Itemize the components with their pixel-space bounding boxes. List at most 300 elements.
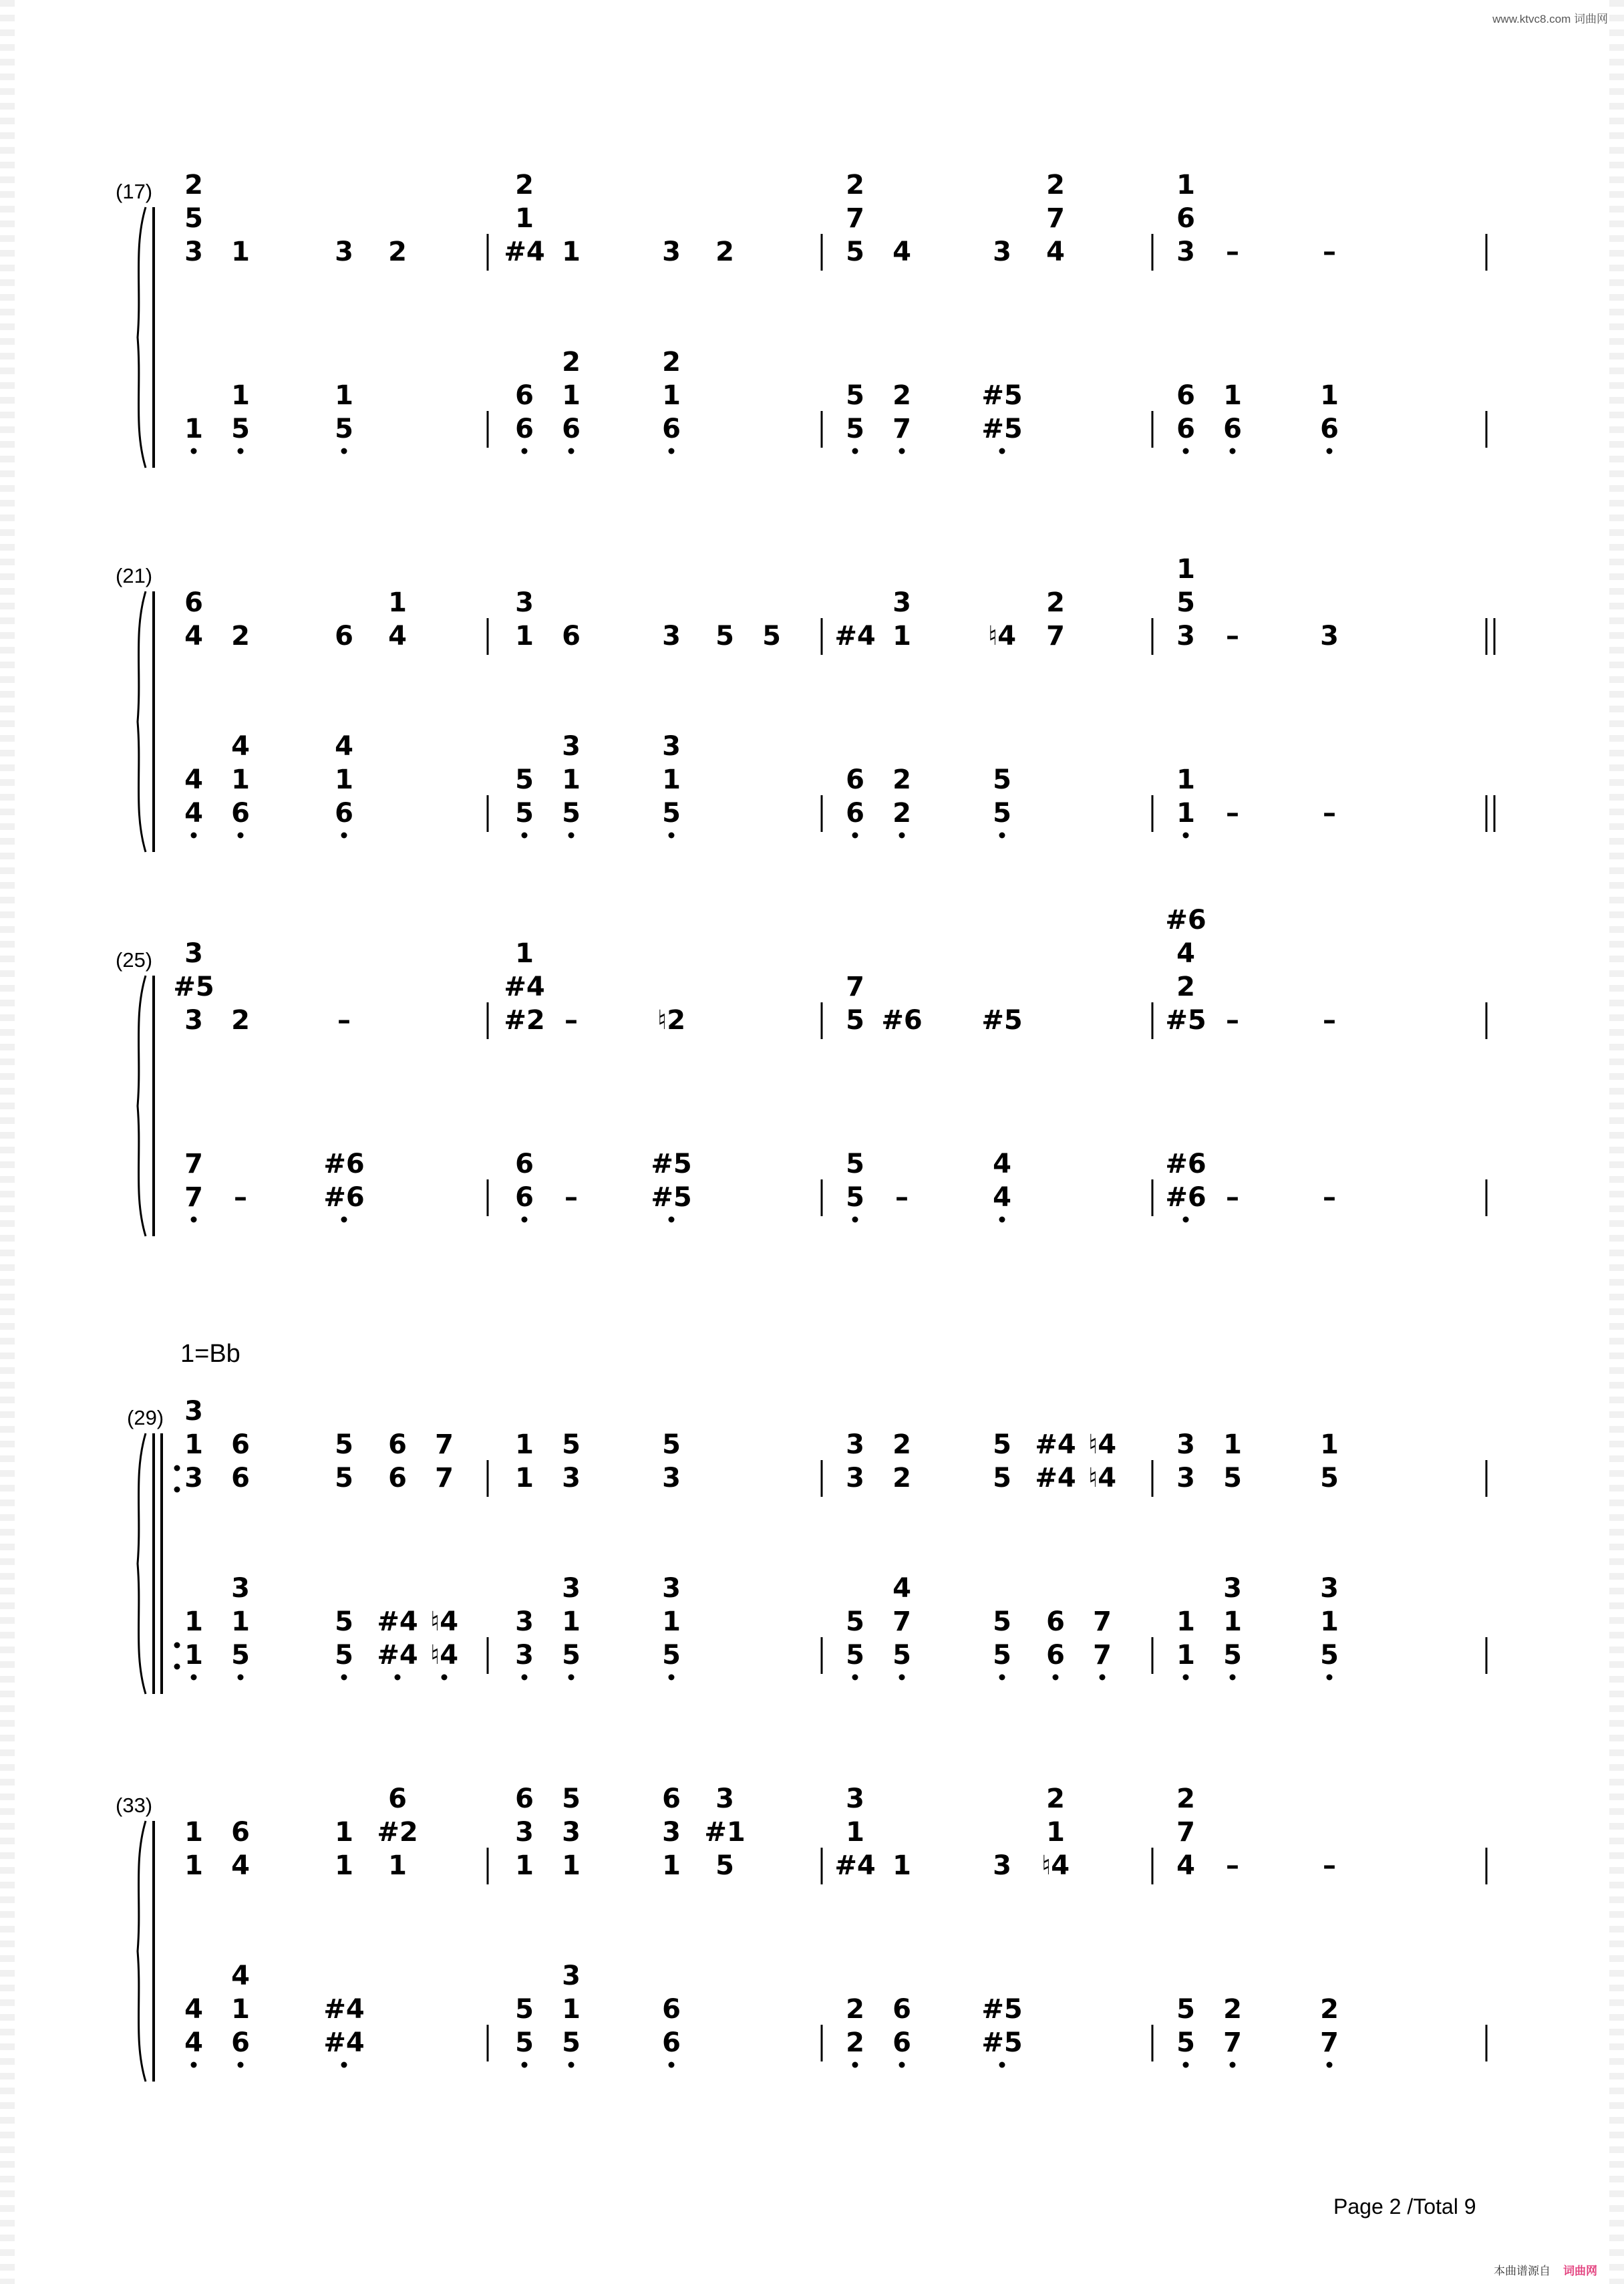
left-hand-note: 3 — [515, 1640, 534, 1671]
left-hand-note: – — [564, 1182, 578, 1213]
grand-staff-brace — [138, 1433, 146, 1694]
right-hand-note: 1 — [562, 237, 581, 267]
left-hand-note: 5 — [993, 764, 1011, 795]
octave-dot — [174, 1664, 180, 1670]
left-hand-note: 5 — [846, 1606, 864, 1637]
right-hand-note: 6 — [231, 1463, 250, 1493]
octave-dot — [569, 1675, 575, 1681]
right-hand-note: 3 — [715, 1783, 734, 1814]
right-hand-note: – — [1323, 1005, 1336, 1036]
left-hand-note: 5 — [662, 1640, 681, 1671]
left-hand-note: – — [895, 1182, 909, 1213]
octave-dot — [569, 833, 575, 839]
octave-dot — [191, 2062, 197, 2068]
left-hand-note: 2 — [562, 347, 581, 378]
right-hand-note: #4 — [1035, 1429, 1076, 1460]
right-hand-note: – — [564, 1005, 578, 1036]
left-hand-note: 5 — [1320, 1640, 1339, 1671]
left-hand-note: 1 — [662, 1606, 681, 1637]
right-hand-note: – — [1323, 1850, 1336, 1881]
right-hand-note: 1 — [892, 621, 911, 652]
left-hand-note: 1 — [662, 380, 681, 411]
left-hand-note: 6 — [662, 2027, 681, 2058]
right-hand-note: 6 — [515, 1783, 534, 1814]
left-hand-note: 2 — [846, 1994, 864, 2025]
left-hand-note: 3 — [562, 1961, 581, 1991]
grand-staff-brace — [138, 1821, 146, 2082]
right-hand-note: 6 — [335, 621, 353, 652]
right-hand-note: 6 — [1176, 203, 1195, 234]
right-hand-note: 3 — [993, 1850, 1011, 1881]
right-hand-note: 1 — [515, 938, 534, 969]
octave-dot — [522, 833, 528, 839]
right-hand-note: 7 — [435, 1429, 454, 1460]
right-hand-note: #4 — [834, 621, 876, 652]
right-hand-note: 3 — [846, 1429, 864, 1460]
octave-dot — [852, 1217, 858, 1223]
octave-dot — [899, 833, 905, 839]
right-hand-note: 3 — [1176, 1463, 1195, 1493]
right-hand-note: 5 — [715, 621, 734, 652]
left-hand-note: 1 — [1176, 798, 1195, 829]
left-hand-note: 6 — [892, 2027, 911, 2058]
right-hand-note: 6 — [662, 1783, 681, 1814]
left-hand-note: 5 — [562, 2027, 581, 2058]
right-hand-note: 2 — [1046, 1783, 1065, 1814]
octave-dot — [899, 448, 905, 454]
right-hand-note: 1 — [662, 1850, 681, 1881]
left-hand-note: 6 — [892, 1994, 911, 2025]
octave-dot — [522, 1675, 528, 1681]
right-hand-note: 5 — [335, 1463, 353, 1493]
left-hand-note: 5 — [231, 414, 250, 444]
left-hand-note: 7 — [1093, 1606, 1112, 1637]
octave-dot — [1183, 1675, 1189, 1681]
right-hand-note: 3 — [1176, 621, 1195, 652]
left-hand-note: #4 — [377, 1606, 418, 1637]
measure-number: (33) — [116, 1794, 153, 1817]
octave-dot — [1327, 1675, 1333, 1681]
left-hand-note: – — [234, 1182, 247, 1213]
left-hand-note: 2 — [1223, 1994, 1242, 2025]
left-hand-note: 7 — [892, 1606, 911, 1637]
left-hand-note: #6 — [1165, 1182, 1206, 1213]
right-hand-note: 1 — [515, 621, 534, 652]
right-hand-note: 1 — [562, 1850, 581, 1881]
right-hand-note: 2 — [1176, 1783, 1195, 1814]
left-hand-note: 6 — [1176, 414, 1195, 444]
right-hand-note: 4 — [184, 621, 203, 652]
left-hand-note: 6 — [515, 1149, 534, 1179]
left-hand-note: 6 — [846, 764, 864, 795]
right-hand-note: 2 — [892, 1463, 911, 1493]
left-hand-note: 4 — [892, 1573, 911, 1604]
left-hand-note: 5 — [1176, 1994, 1195, 2025]
left-hand-note: 6 — [1223, 414, 1242, 444]
left-hand-note: 5 — [892, 1640, 911, 1671]
octave-dot — [852, 448, 858, 454]
octave-dot — [174, 1643, 180, 1649]
right-hand-note: 1 — [388, 587, 407, 618]
right-hand-note: 5 — [562, 1783, 581, 1814]
right-hand-note: 3 — [515, 587, 534, 618]
left-hand-note: 1 — [184, 1606, 203, 1637]
right-hand-note: 2 — [846, 170, 864, 200]
octave-dot — [238, 2062, 244, 2068]
right-hand-note: 1 — [1176, 554, 1195, 585]
right-hand-note: 1 — [515, 1463, 534, 1493]
right-hand-note: 3 — [892, 587, 911, 618]
right-hand-note: 2 — [892, 1429, 911, 1460]
right-hand-note: 4 — [1176, 1850, 1195, 1881]
right-hand-note: 3 — [993, 237, 1011, 267]
left-hand-note: #5 — [651, 1182, 692, 1213]
left-hand-note: #4 — [323, 2027, 365, 2058]
left-hand-note: 4 — [231, 1961, 250, 1991]
left-hand-note: 7 — [1223, 2027, 1242, 2058]
left-hand-note: 4 — [184, 764, 203, 795]
right-hand-note: 6 — [184, 587, 203, 618]
right-hand-note: 5 — [1223, 1463, 1242, 1493]
right-hand-note: 1 — [846, 1817, 864, 1848]
octave-dot — [341, 1675, 347, 1681]
right-hand-note: #2 — [504, 1005, 545, 1036]
left-hand-note: 5 — [515, 2027, 534, 2058]
octave-dot — [174, 1487, 180, 1493]
measure-number: (29) — [127, 1406, 164, 1429]
left-hand-note: #6 — [1165, 1149, 1206, 1179]
octave-dot — [522, 1217, 528, 1223]
left-hand-note: 2 — [1320, 1994, 1339, 2025]
left-hand-note: 6 — [515, 414, 534, 444]
left-hand-note: 1 — [1320, 1606, 1339, 1637]
octave-dot — [238, 448, 244, 454]
right-hand-note: 3 — [846, 1463, 864, 1493]
left-hand-note: 1 — [335, 380, 353, 411]
left-hand-note: #5 — [981, 1994, 1023, 2025]
octave-dot — [899, 2062, 905, 2068]
left-hand-note: 7 — [184, 1182, 203, 1213]
octave-dot — [852, 1675, 858, 1681]
right-hand-note: – — [1226, 621, 1239, 652]
right-hand-note: 1 — [515, 1429, 534, 1460]
source-note: 本曲谱源自 — [1494, 2265, 1551, 2277]
right-hand-note: 3 — [562, 1817, 581, 1848]
left-hand-note: 5 — [1176, 2027, 1195, 2058]
right-hand-note: 2 — [184, 170, 203, 200]
octave-dot — [999, 833, 1005, 839]
right-hand-note: 1 — [515, 1850, 534, 1881]
right-hand-note: 7 — [1046, 621, 1065, 652]
left-hand-note: #4 — [377, 1640, 418, 1671]
right-hand-note: 2 — [1046, 170, 1065, 200]
octave-dot — [999, 1675, 1005, 1681]
right-hand-note: 1 — [892, 1850, 911, 1881]
right-hand-note: 1 — [1046, 1817, 1065, 1848]
left-hand-note: 3 — [562, 1573, 581, 1604]
left-hand-note: 1 — [184, 1640, 203, 1671]
left-hand-note: 4 — [993, 1149, 1011, 1179]
right-hand-note: 3 — [662, 237, 681, 267]
right-hand-note: 5 — [846, 1005, 864, 1036]
left-hand-note: 5 — [1223, 1640, 1242, 1671]
measure-number: (21) — [116, 564, 153, 587]
left-hand-note: ♮4 — [430, 1606, 459, 1637]
left-hand-note: 5 — [993, 1606, 1011, 1637]
right-hand-note: 1 — [1223, 1429, 1242, 1460]
left-hand-note: 4 — [993, 1182, 1011, 1213]
right-hand-note: 3 — [562, 1463, 581, 1493]
left-hand-note: 4 — [184, 798, 203, 829]
key-signature: 1=Bb — [180, 1340, 240, 1368]
right-hand-note: 4 — [1176, 938, 1195, 969]
right-hand-note: 3 — [1176, 1429, 1195, 1460]
left-hand-note: 3 — [1320, 1573, 1339, 1604]
right-hand-note: 1 — [515, 203, 534, 234]
left-hand-note: 6 — [515, 380, 534, 411]
octave-dot — [191, 1675, 197, 1681]
octave-dot — [669, 2062, 675, 2068]
octave-dot — [669, 833, 675, 839]
right-hand-note: 3 — [184, 1005, 203, 1036]
octave-dot — [442, 1675, 448, 1681]
right-hand-note: 1 — [1320, 1429, 1339, 1460]
right-hand-note: 3 — [184, 938, 203, 969]
right-hand-note: ♮4 — [1088, 1463, 1117, 1493]
octave-dot — [191, 833, 197, 839]
left-hand-note: #4 — [323, 1994, 365, 2025]
left-hand-note: 3 — [515, 1606, 534, 1637]
left-hand-note: 5 — [662, 798, 681, 829]
right-hand-note: 2 — [1046, 587, 1065, 618]
left-hand-note: 6 — [515, 1182, 534, 1213]
left-hand-note: 4 — [184, 1994, 203, 2025]
right-hand-note: 5 — [335, 1429, 353, 1460]
left-hand-note: 6 — [1320, 414, 1339, 444]
left-hand-note: 5 — [846, 1640, 864, 1671]
left-hand-note: 1 — [562, 1994, 581, 2025]
left-hand-note: 6 — [1176, 380, 1195, 411]
right-hand-note: – — [1323, 237, 1336, 267]
right-hand-note: #4 — [1035, 1463, 1076, 1493]
right-hand-note: 3 — [184, 1396, 203, 1427]
left-hand-note: 5 — [335, 414, 353, 444]
right-hand-note: ♮4 — [987, 621, 1017, 652]
right-hand-note: 6 — [562, 621, 581, 652]
left-hand-note: 5 — [846, 414, 864, 444]
left-hand-note: 5 — [993, 1640, 1011, 1671]
right-hand-note: 5 — [762, 621, 781, 652]
right-hand-note: 3 — [515, 1817, 534, 1848]
left-hand-note: 5 — [993, 798, 1011, 829]
left-hand-note: 1 — [231, 764, 250, 795]
octave-dot — [669, 448, 675, 454]
right-hand-note: 5 — [993, 1463, 1011, 1493]
left-hand-note: 3 — [662, 731, 681, 762]
right-hand-note: 7 — [1046, 203, 1065, 234]
left-hand-note: 7 — [1320, 2027, 1339, 2058]
measure-number: (25) — [116, 948, 153, 972]
right-hand-note: 7 — [846, 972, 864, 1002]
right-hand-note: 1 — [335, 1817, 353, 1848]
left-hand-note: 3 — [662, 1573, 681, 1604]
right-hand-note: #4 — [504, 972, 545, 1002]
left-hand-note: 4 — [335, 731, 353, 762]
right-hand-note: 3 — [662, 621, 681, 652]
grand-staff-brace — [138, 207, 146, 468]
octave-dot — [1183, 2062, 1189, 2068]
octave-dot — [569, 448, 575, 454]
octave-dot — [1183, 1217, 1189, 1223]
left-hand-note: 6 — [846, 798, 864, 829]
octave-dot — [174, 1465, 180, 1471]
right-hand-note: 7 — [846, 203, 864, 234]
right-hand-note: 5 — [662, 1429, 681, 1460]
left-hand-note: 5 — [846, 1182, 864, 1213]
octave-dot — [1327, 448, 1333, 454]
octave-dot — [1183, 448, 1189, 454]
right-hand-note: 1 — [231, 237, 250, 267]
right-hand-note: 3 — [184, 1463, 203, 1493]
right-hand-note: 1 — [335, 1850, 353, 1881]
octave-dot — [238, 1675, 244, 1681]
octave-dot — [191, 1217, 197, 1223]
octave-dot — [669, 1675, 675, 1681]
right-hand-note: – — [337, 1005, 351, 1036]
left-hand-note: 2 — [892, 764, 911, 795]
left-hand-note: 5 — [846, 380, 864, 411]
left-hand-note: – — [1226, 798, 1239, 829]
left-hand-note: 6 — [231, 798, 250, 829]
left-hand-note: 5 — [846, 1149, 864, 1179]
octave-dot — [1230, 2062, 1236, 2068]
right-hand-note: 1 — [388, 1850, 407, 1881]
right-hand-note: 1 — [1176, 170, 1195, 200]
right-hand-note: 3 — [662, 1817, 681, 1848]
left-hand-note: 6 — [662, 414, 681, 444]
left-hand-note: #5 — [981, 380, 1023, 411]
right-hand-note: – — [1226, 237, 1239, 267]
octave-dot — [1053, 1675, 1059, 1681]
right-hand-note: 2 — [1176, 972, 1195, 1002]
right-hand-note: #2 — [377, 1817, 418, 1848]
right-hand-note: #5 — [981, 1005, 1023, 1036]
left-hand-note: 5 — [562, 798, 581, 829]
left-hand-note: 6 — [1046, 1606, 1065, 1637]
octave-dot — [522, 448, 528, 454]
octave-dot — [341, 448, 347, 454]
left-hand-note: #5 — [981, 414, 1023, 444]
octave-dot — [999, 2062, 1005, 2068]
octave-dot — [191, 448, 197, 454]
octave-dot — [238, 833, 244, 839]
left-hand-note: 1 — [231, 380, 250, 411]
right-hand-note: #6 — [881, 1005, 923, 1036]
octave-dot — [1327, 2062, 1333, 2068]
left-hand-note: 1 — [231, 1606, 250, 1637]
right-hand-note: 2 — [388, 237, 407, 267]
octave-dot — [1230, 1675, 1236, 1681]
left-hand-note: 1 — [1320, 380, 1339, 411]
left-hand-note: 7 — [892, 414, 911, 444]
right-hand-note: #5 — [1165, 1005, 1206, 1036]
left-hand-note: #5 — [651, 1149, 692, 1179]
left-hand-note: 1 — [662, 764, 681, 795]
right-hand-note: 7 — [435, 1463, 454, 1493]
right-hand-note: 1 — [184, 1850, 203, 1881]
left-hand-note: 6 — [335, 798, 353, 829]
right-hand-note: 3 — [1320, 621, 1339, 652]
right-hand-note: ♮4 — [1041, 1850, 1070, 1881]
octave-dot — [999, 448, 1005, 454]
left-hand-note: 2 — [662, 347, 681, 378]
left-hand-note: – — [1323, 1182, 1336, 1213]
right-hand-note: 4 — [231, 1850, 250, 1881]
left-hand-note: 6 — [562, 414, 581, 444]
left-hand-note: 1 — [1176, 1606, 1195, 1637]
left-hand-note: 1 — [562, 380, 581, 411]
left-hand-note: 1 — [1223, 1606, 1242, 1637]
left-hand-note: 1 — [562, 1606, 581, 1637]
grand-staff-brace — [138, 591, 146, 852]
octave-dot — [852, 2062, 858, 2068]
right-hand-note: 3 — [1176, 237, 1195, 267]
right-hand-note: 6 — [388, 1463, 407, 1493]
left-hand-note: 3 — [562, 731, 581, 762]
octave-dot — [852, 833, 858, 839]
measure-number: (17) — [116, 180, 153, 203]
brand-logo[interactable]: 词曲网 — [1563, 2265, 1597, 2277]
right-hand-note: 2 — [231, 1005, 250, 1036]
left-hand-note: 7 — [1093, 1640, 1112, 1671]
left-hand-note: 5 — [335, 1606, 353, 1637]
octave-dot — [569, 2062, 575, 2068]
right-hand-note: 6 — [388, 1783, 407, 1814]
right-hand-note: 4 — [1046, 237, 1065, 267]
left-hand-note: 4 — [184, 2027, 203, 2058]
left-hand-note: ♮4 — [430, 1640, 459, 1671]
right-hand-note: ♮2 — [657, 1005, 686, 1036]
left-hand-note: 5 — [515, 764, 534, 795]
octave-dot — [669, 1217, 675, 1223]
octave-dot — [999, 1217, 1005, 1223]
left-hand-note: 3 — [231, 1573, 250, 1604]
left-hand-note: 1 — [1223, 380, 1242, 411]
left-hand-note: #6 — [323, 1182, 365, 1213]
octave-dot — [341, 1217, 347, 1223]
right-hand-note: 2 — [231, 621, 250, 652]
octave-dot — [1230, 448, 1236, 454]
site-header[interactable]: www.ktvc8.com 词曲网 — [1492, 13, 1608, 25]
right-hand-note: 3 — [846, 1783, 864, 1814]
left-hand-note: 6 — [662, 1994, 681, 2025]
left-hand-note: 1 — [184, 414, 203, 444]
left-hand-note: 5 — [231, 1640, 250, 1671]
left-hand-note: 1 — [231, 1994, 250, 2025]
right-hand-note: #6 — [1165, 905, 1206, 936]
right-hand-note: 5 — [1320, 1463, 1339, 1493]
right-hand-note: – — [1226, 1005, 1239, 1036]
right-hand-note: 3 — [184, 237, 203, 267]
octave-dot — [1100, 1675, 1106, 1681]
right-hand-note: 3 — [662, 1463, 681, 1493]
right-hand-note: #4 — [504, 237, 545, 267]
grand-staff-brace — [138, 976, 146, 1236]
left-hand-note: 4 — [231, 731, 250, 762]
right-hand-note: 6 — [231, 1817, 250, 1848]
right-hand-note: – — [1226, 1850, 1239, 1881]
right-hand-note: 1 — [184, 1817, 203, 1848]
